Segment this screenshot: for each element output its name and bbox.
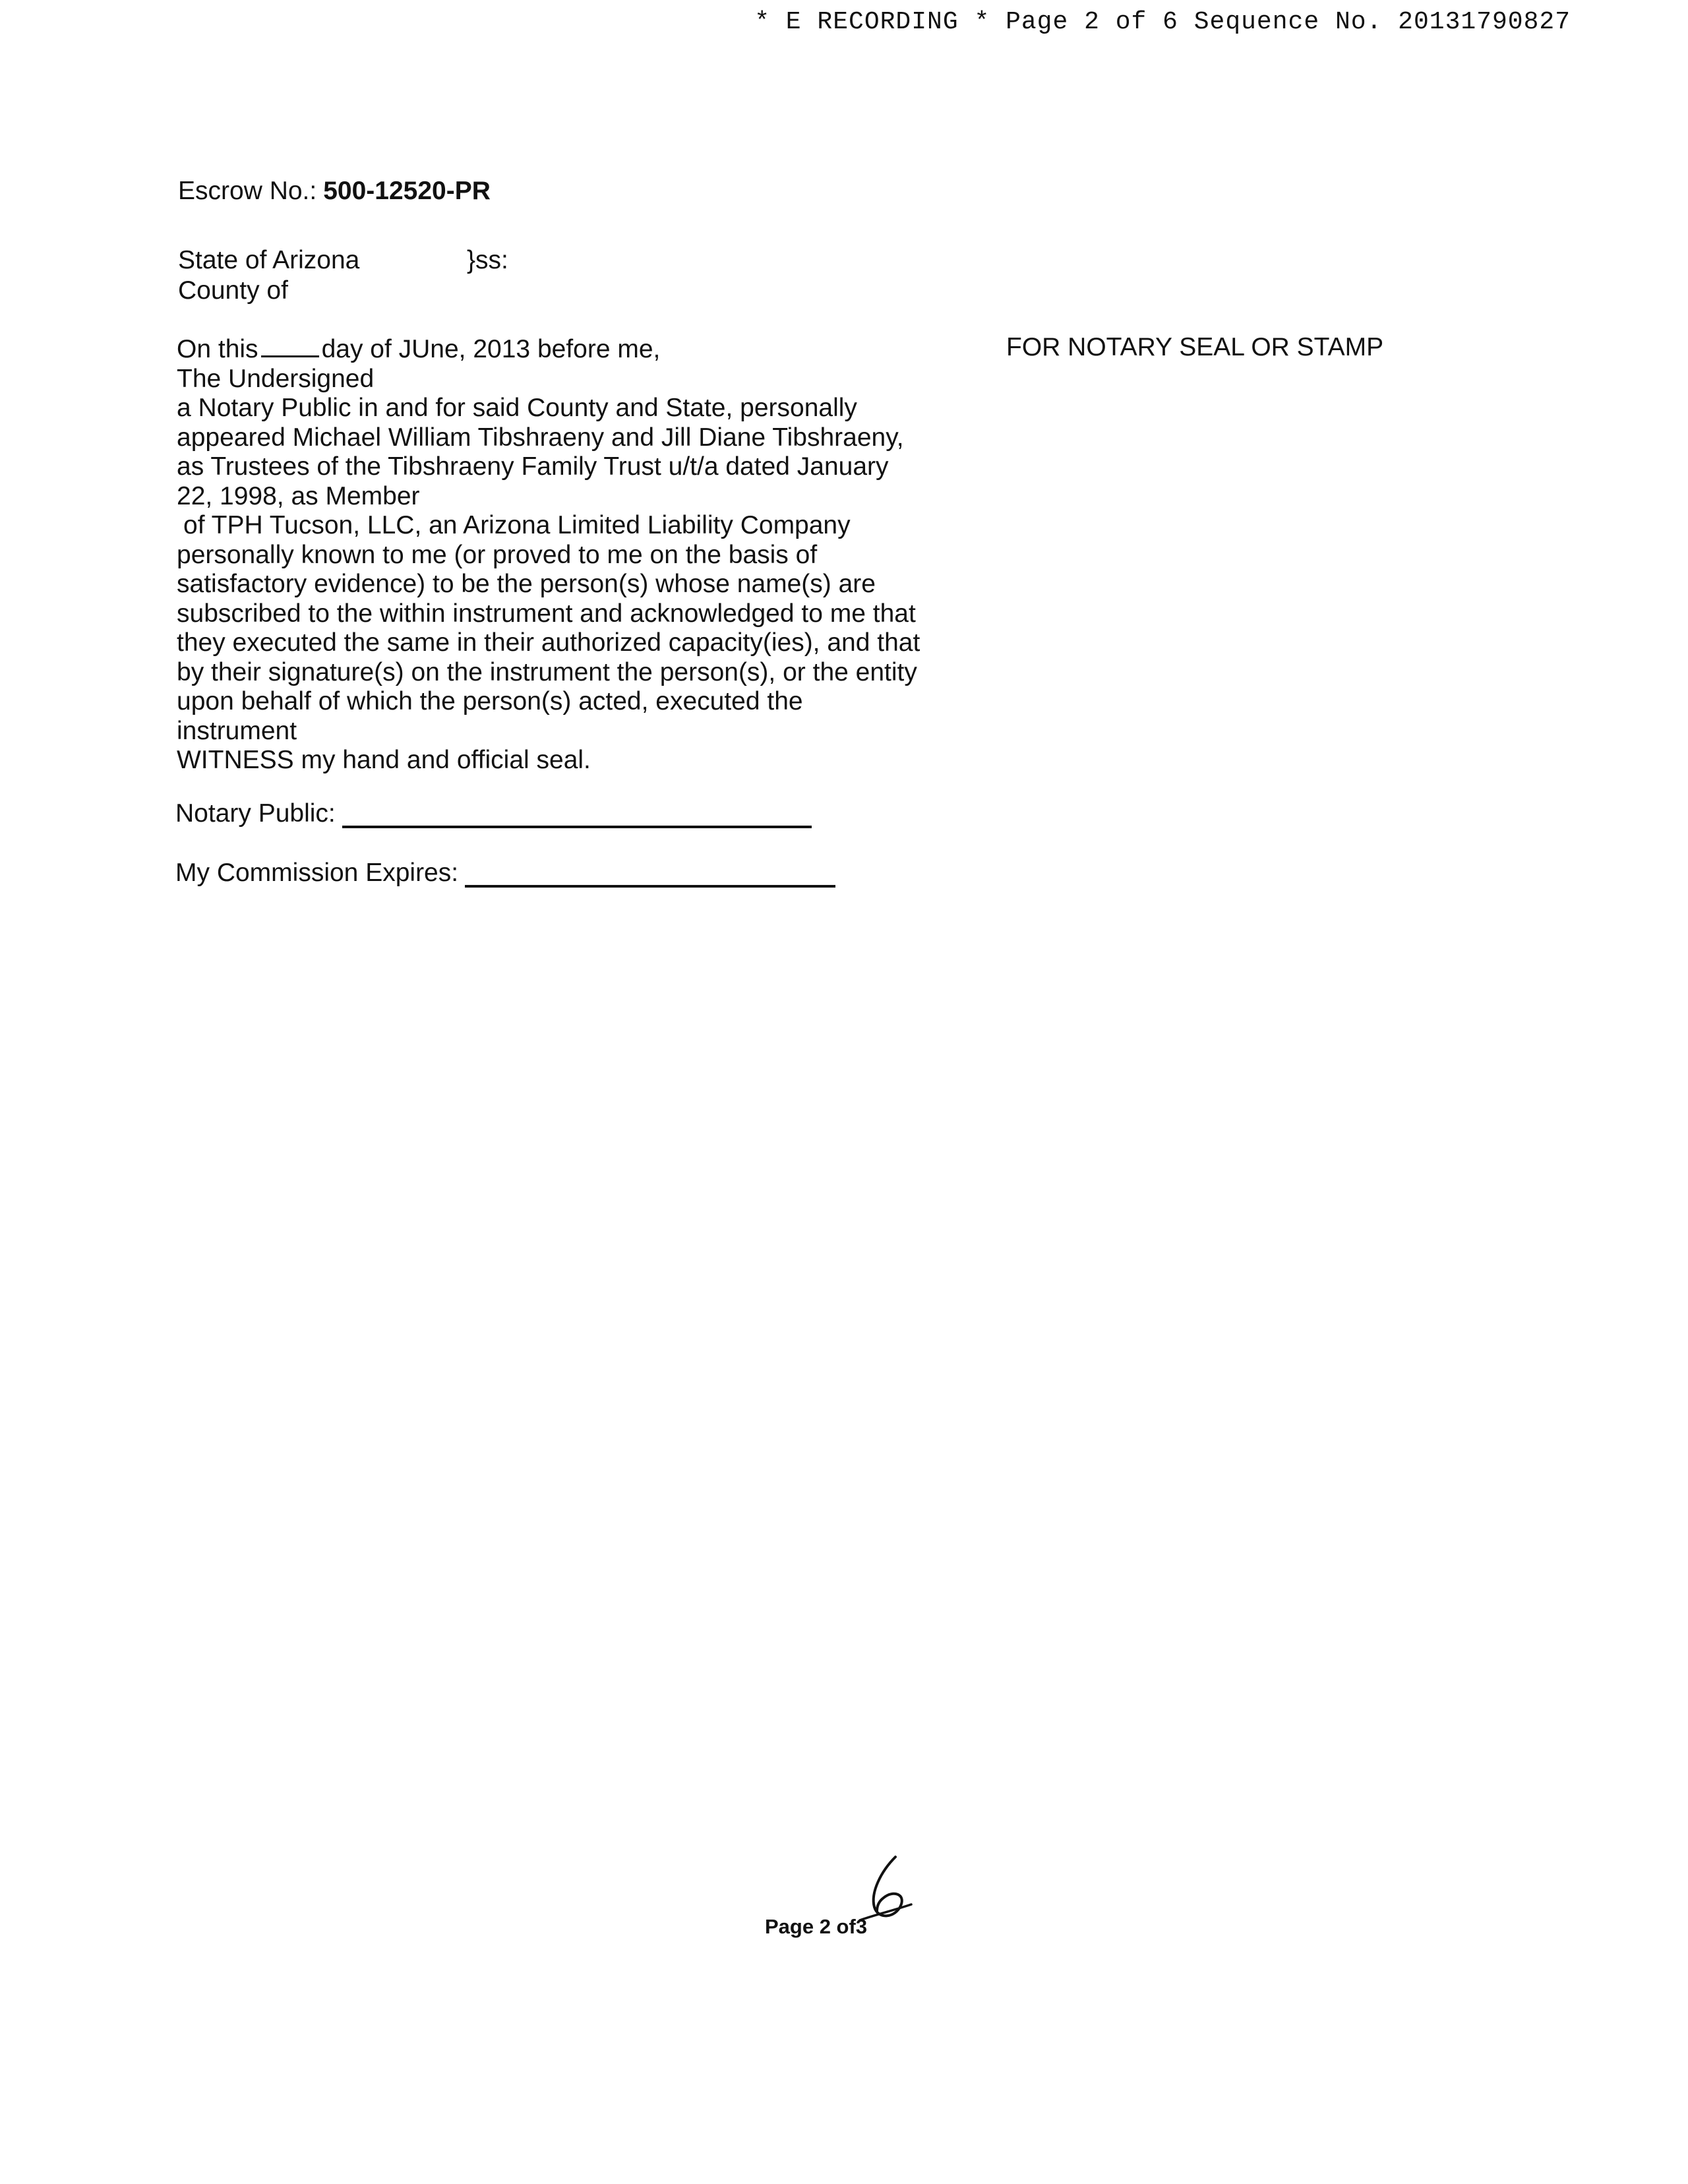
notary-public-field xyxy=(175,799,812,828)
escrow-number-line xyxy=(178,177,491,206)
state-label: State of Arizona xyxy=(178,246,360,274)
page-number xyxy=(765,1915,867,1939)
ack-line: of TPH Tucson, LLC, an Arizona Limited Liability Company xyxy=(183,511,851,539)
ack-line: upon behalf of which the person(s) acted, executed the xyxy=(177,687,803,715)
ack-line: they executed the same in their authorized capacity(ies), and that xyxy=(177,628,920,657)
county-label: County of xyxy=(178,276,288,305)
witness-line: WITNESS my hand and official seal. xyxy=(177,746,591,774)
escrow-number: 500-12520-PR xyxy=(323,177,491,205)
ack-line: by their signature(s) on the instrument the person(s), or the entity xyxy=(177,657,917,686)
ack-line xyxy=(177,333,928,365)
venue-block xyxy=(178,245,508,306)
notary-public-label: Notary Public: xyxy=(175,799,336,828)
ack-line: instrument xyxy=(177,716,297,745)
ack-line: as Trustees of the Tibshraeny Family Trust u/t/a dated January xyxy=(177,452,889,481)
ack-line: The Undersigned xyxy=(177,364,375,393)
ack-date-prefix: On this xyxy=(177,335,258,363)
notary-seal-caption: FOR NOTARY SEAL OR STAMP xyxy=(1006,333,1384,361)
struck-page-total: 3 xyxy=(855,1915,868,1938)
commission-expires-field xyxy=(175,859,835,888)
day-blank xyxy=(261,333,319,357)
ack-line: satisfactory evidence) to be the person(s) whose name(s) are xyxy=(177,570,876,598)
ack-line: 22, 1998, as Member xyxy=(177,481,420,510)
ack-date-suffix: day of JUne, 2013 before me, xyxy=(321,335,661,363)
commission-date-line xyxy=(465,861,835,888)
ss-marker: }ss: xyxy=(467,246,508,274)
page-number-prefix: Page 2 of xyxy=(765,1915,856,1938)
recording-header: * E RECORDING * Page 2 of 6 Sequence No. 20131790827 xyxy=(754,8,1571,36)
escrow-label: Escrow No.: xyxy=(178,177,317,205)
commission-expires-label: My Commission Expires: xyxy=(175,859,459,887)
notary-signature-line xyxy=(342,802,812,828)
ack-line: subscribed to the within instrument and acknowledged to me that xyxy=(177,599,916,628)
handwritten-page-total xyxy=(855,1852,934,1931)
acknowledgment-text xyxy=(177,333,928,775)
ack-line: appeared Michael William Tibshraeny and Jill Diane Tibshraeny, xyxy=(177,423,904,452)
ack-line: personally known to me (or proved to me on the basis of xyxy=(177,540,818,569)
ack-line: a Notary Public in and for said County and State, personally xyxy=(177,394,857,422)
